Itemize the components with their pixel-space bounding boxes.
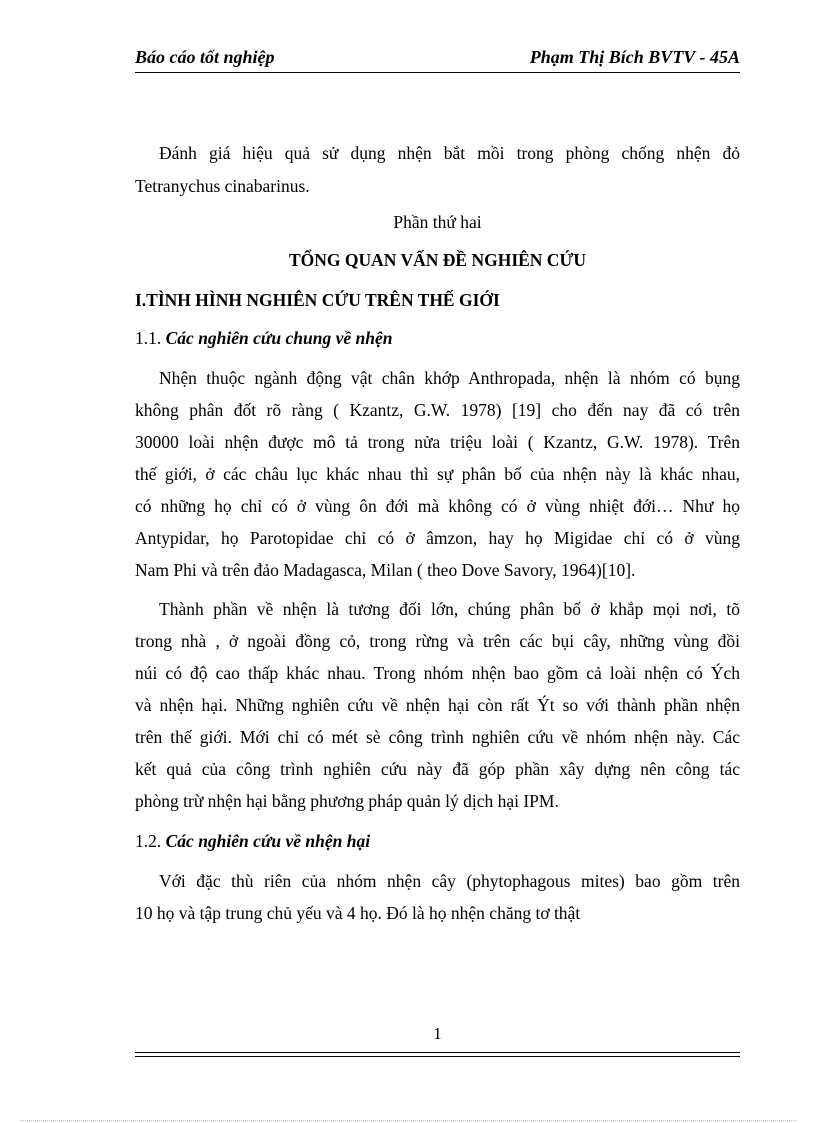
para-line: có những họ chỉ có ở vùng ôn đới mà không có ở vùng nhiệt đới… Như họ [135, 496, 740, 516]
section-heading: I.TÌNH HÌNH NGHIÊN CỨU TRÊN THẾ GIỚI [135, 290, 500, 310]
subsection-heading [135, 829, 740, 853]
para-line: trong nhà , ở ngoài đồng cỏ, trong rừng và trên các bụi cây, những vùng đồi [135, 631, 740, 651]
subsection-heading [135, 326, 740, 350]
para-line: Antypidar, họ Parotopidae chỉ có ở âmzon, hay họ Migidae chỉ có ở vùng [135, 528, 740, 548]
para-line: Nam Phi và trên đảo Madagasca, Milan ( theo Dove Savory, 1964)[10]. [135, 560, 636, 580]
header-left: Báo cáo tốt nghiệp [135, 47, 275, 67]
para-line: Với đặc thù riên của nhóm nhện cây (phytophagous mites) bao gồm trên [159, 871, 740, 891]
part-label: Phần thứ hai [393, 212, 482, 232]
para-line: kết quả của công trình nghiên cứu này đã góp phần xây dựng nên công tác [135, 759, 740, 779]
para-line: 30000 loài nhện được mô tả trong nửa triệu loài ( Kzantz, G.W. 1978). Trên [135, 432, 740, 452]
intro-line: Tetranychus cinabarinus. [135, 176, 310, 196]
footer-rule [135, 1056, 740, 1057]
page-header [135, 45, 740, 71]
part-title: TỔNG QUAN VẤN ĐỀ NGHIÊN CỨU [288, 250, 587, 270]
para-line: 10 họ và tập trung chủ yếu và 4 họ. Đó là họ nhện chăng tơ thật [135, 903, 581, 923]
para-line: Thành phần về nhện là tương đối lớn, chúng phân bố ở khắp mọi nơi, tõ [159, 599, 740, 619]
footer-rule [135, 1052, 740, 1053]
header-rule [135, 72, 740, 73]
header-right: Phạm Thị Bích BVTV - 45A [529, 47, 740, 67]
subsection-number: 1.2. [135, 831, 162, 851]
para-line: trên thế giới. Mới chỉ có mét sè công trình nghiên cứu về nhóm nhện này. Các [135, 727, 740, 747]
para-line: không phân đốt rõ ràng ( Kzantz, G.W. 1978) [19] cho đến nay đã có trên [135, 400, 740, 420]
para-line: và nhện hại. Những nghiên cứu về nhện hại còn rất Ýt so với thành phần nhện [135, 695, 740, 715]
para-line: phòng trừ nhện hại bằng phương pháp quản lý dịch hại IPM. [135, 791, 559, 811]
page-number: 1 [433, 1024, 442, 1043]
subsection-title: Các nghiên cứu chung về nhện [165, 328, 393, 348]
intro-line: Đánh giá hiệu quả sử dụng nhện bắt mồi trong phòng chống nhện đỏ [159, 143, 740, 163]
subsection-title: Các nghiên cứu về nhện hại [165, 831, 371, 851]
para-line: Nhện thuộc ngành động vật chân khớp Anthropada, nhện là nhóm có bụng [159, 368, 740, 388]
page-edge-divider [20, 1120, 796, 1121]
para-line: núi có độ cao thấp khác nhau. Trong nhóm nhện bao gồm cả loài nhện có Ých [135, 663, 740, 683]
subsection-number: 1.1. [135, 328, 162, 348]
para-line: thế giới, ở các châu lục khác nhau thì sự phân bố của nhện này là khác nhau, [135, 464, 740, 484]
